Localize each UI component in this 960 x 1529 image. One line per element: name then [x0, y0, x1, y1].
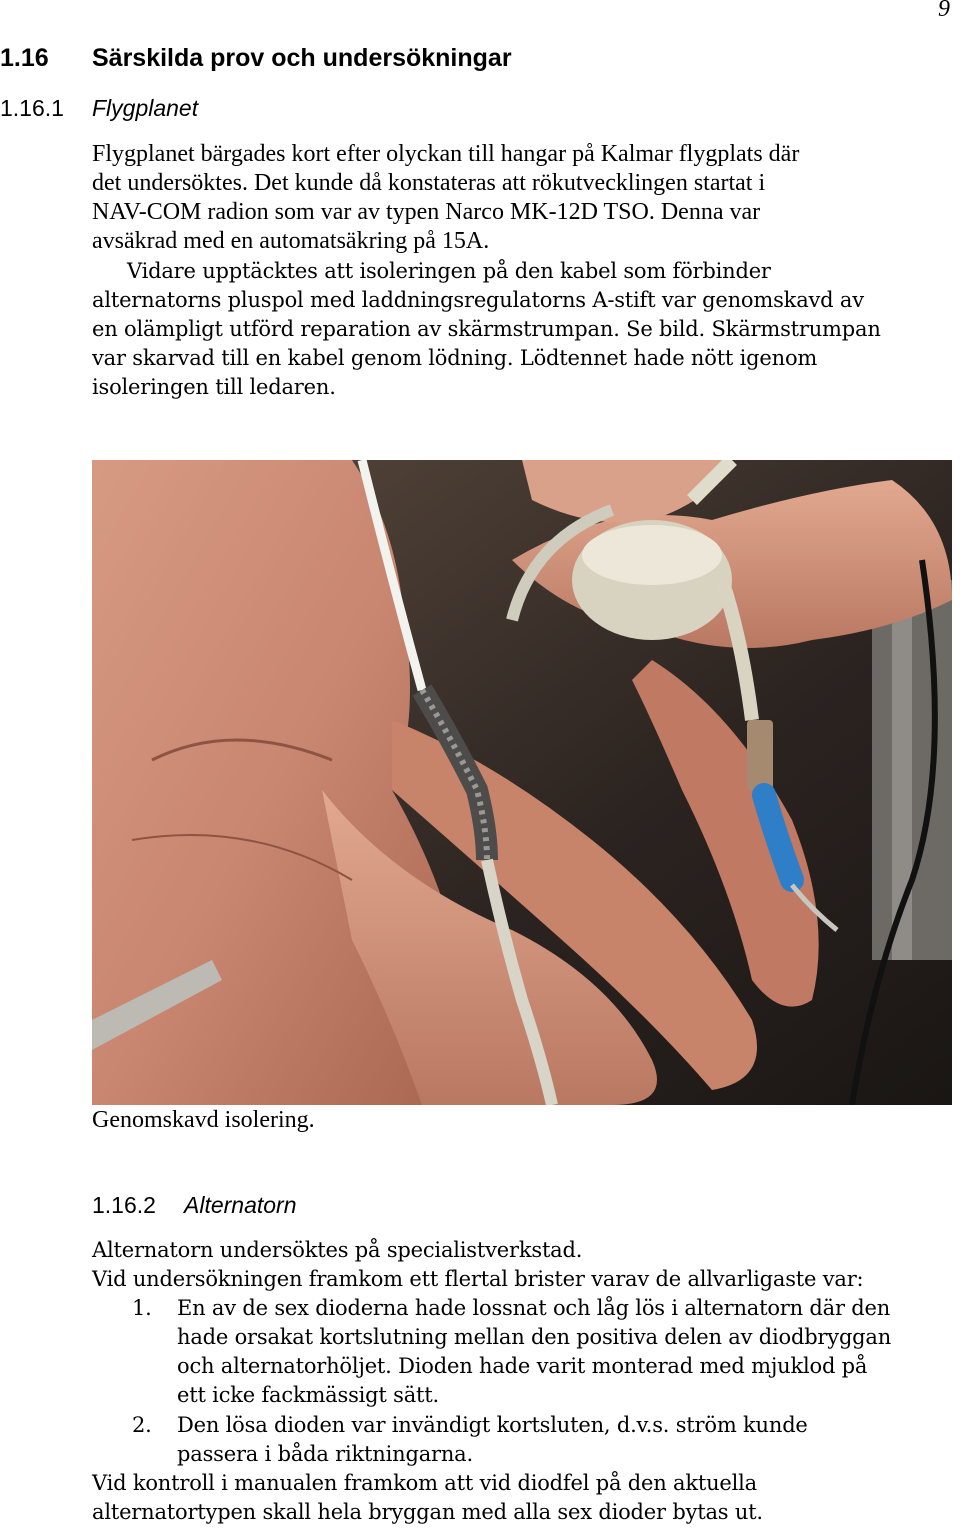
list-item-line: Den lösa dioden var invändigt kortsluten, d.v.s. ström kunde [177, 1413, 808, 1437]
para2-line: Vidare upptäcktes att isoleringen på den kabel som förbinder [127, 259, 771, 283]
para1-line: det undersöktes. Det kunde då konstateras att rökutvecklingen startat i [92, 170, 766, 196]
para4-line: alternatortypen skall hela bryggan med alla sex dioder bytas ut. [92, 1500, 763, 1524]
para3-line: Alternatorn undersöktes på specialistverkstad. [92, 1238, 583, 1262]
para2-line: var skarvad till en kabel genom lödning. Lödtennet hade nött igenom [92, 346, 818, 370]
list-item-number: 1. [132, 1296, 152, 1320]
subsection-number: 1.16.2 [92, 1192, 156, 1218]
section-heading [0, 44, 512, 73]
list-item-line: En av de sex dioderna hade lossnat och låg lös i alternatorn där den [177, 1296, 891, 1320]
subsection-heading-alternatorn [92, 1192, 297, 1219]
para2-line: alternatorns pluspol med laddningsregulatorns A-stift var genomskavd av [92, 288, 864, 312]
subsection-number: 1.16.1 [0, 95, 64, 121]
photo-caption: Genomskavd isolering. [92, 1107, 315, 1133]
list-item-line: passera i båda riktningarna. [177, 1442, 473, 1466]
photo-damaged-cable [92, 460, 952, 1105]
section-number: 1.16 [0, 44, 49, 72]
subsection-title: Flygplanet [92, 95, 199, 121]
photo-illustration [92, 460, 952, 1105]
list-item-line: ett icke fackmässigt sätt. [177, 1383, 439, 1407]
para1-line: avsäkrad med en automatsäkring på 15A. [92, 228, 490, 254]
para2-line: en olämpligt utförd reparation av skärmstrumpan. Se bild. Skärmstrumpan [92, 317, 881, 341]
para1-line: Flygplanet bärgades kort efter olyckan till hangar på Kalmar flygplats där [92, 141, 800, 167]
subsection-heading-flygplanet [0, 95, 198, 122]
list-item-line: hade orsakat kortslutning mellan den positiva delen av diodbryggan [177, 1325, 892, 1349]
list-item-line: och alternatorhöljet. Dioden hade varit monterad med mjuklod på [177, 1354, 868, 1378]
page-number: 9 [938, 0, 950, 22]
subsection-title: Alternatorn [184, 1192, 297, 1218]
section-title: Särskilda prov och undersökningar [92, 44, 512, 72]
para4-line: Vid kontroll i manualen framkom att vid diodfel på den aktuella [92, 1471, 757, 1495]
list-item-number: 2. [132, 1413, 152, 1437]
para3-line: Vid undersökningen framkom ett flertal brister varav de allvarligaste var: [92, 1267, 864, 1291]
para1-line: NAV-COM radion som var av typen Narco MK-12D TSO. Denna var [92, 199, 761, 225]
para2-line: isoleringen till ledaren. [92, 375, 336, 399]
